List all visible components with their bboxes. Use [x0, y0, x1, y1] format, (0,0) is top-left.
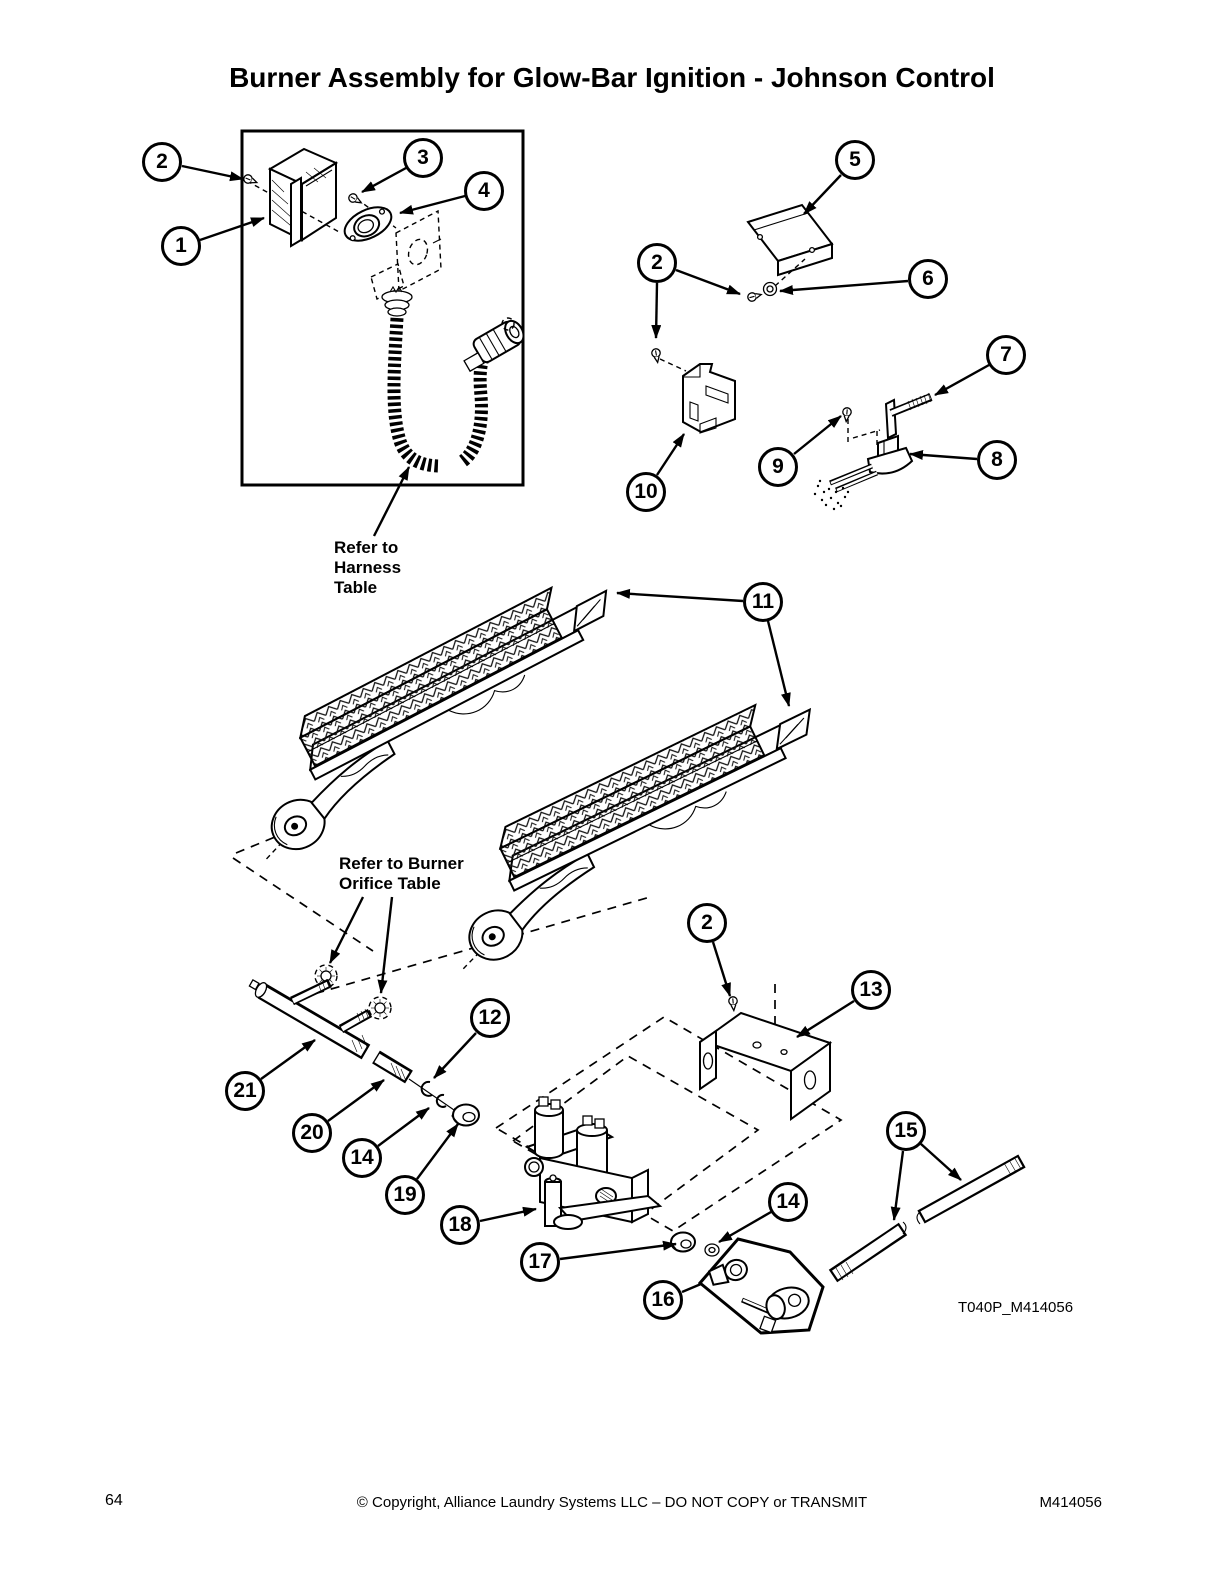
page-number: 64	[105, 1492, 123, 1509]
copyright-text: © Copyright, Alliance Laundry Systems LLC – DO NOT COPY or TRANSMIT	[356, 1494, 868, 1511]
callout-3: 3	[403, 138, 443, 178]
callout-1: 1	[161, 226, 201, 266]
orifice-note-line: Refer to Burner	[339, 854, 464, 873]
harness-note-line: Refer to	[334, 538, 399, 557]
nut-part17	[671, 1233, 695, 1252]
callout-6: 6	[908, 259, 948, 299]
callout-5: 5	[835, 140, 875, 180]
screw-part3	[347, 192, 363, 206]
igniter-harness	[382, 287, 528, 466]
callout-12: 12	[470, 998, 510, 1038]
orifice-note	[339, 854, 464, 894]
page-title: Burner Assembly for Glow-Bar Ignition - Johnson Control	[229, 62, 995, 93]
callout-8: 8	[977, 440, 1017, 480]
callout-15: 15	[886, 1111, 926, 1151]
glowbar-part8	[814, 436, 912, 510]
harness-note-line: Harness	[334, 558, 402, 577]
callout-17: 17	[520, 1242, 560, 1282]
harness-note	[334, 538, 401, 598]
screw-part2b	[747, 290, 762, 302]
gas-valve-part18	[525, 1097, 660, 1229]
callout-4: 4	[464, 171, 504, 211]
washer-part14b	[705, 1244, 719, 1256]
screw-part2	[243, 174, 259, 187]
screw-part2c	[728, 996, 738, 1010]
callout-2: 2	[142, 142, 182, 182]
washer-part6	[764, 283, 777, 296]
burner-part11-right	[416, 684, 849, 975]
callout-14: 14	[768, 1182, 808, 1222]
harness-note-line: Table	[334, 578, 378, 597]
manifold-part21	[249, 979, 370, 1052]
callout-7: 7	[986, 335, 1026, 375]
page-footer	[0, 1492, 1224, 1516]
fitting-part20	[376, 1057, 409, 1081]
orifice-note-line: Orifice Table	[339, 874, 441, 893]
callout-2: 2	[637, 243, 677, 283]
pipe-part15	[833, 1157, 1022, 1280]
callout-13: 13	[851, 970, 891, 1010]
bolt-part7	[886, 393, 931, 438]
cover-part5	[748, 205, 832, 275]
callout-20: 20	[292, 1113, 332, 1153]
nut-part19	[452, 1105, 479, 1126]
callout-10: 10	[626, 472, 666, 512]
callout-9: 9	[758, 447, 798, 487]
bracket-part10	[683, 364, 735, 433]
doc-number: M414056	[1039, 1494, 1102, 1511]
callout-21: 21	[225, 1071, 265, 1111]
callout-18: 18	[440, 1205, 480, 1245]
callout-11: 11	[743, 582, 783, 622]
callout-2: 2	[687, 903, 727, 943]
orifice-spud-2	[369, 997, 391, 1019]
callout-19: 19	[385, 1175, 425, 1215]
screw-part2-bracket10	[651, 348, 662, 363]
figure-code: T040P_M414056	[958, 1299, 1074, 1316]
callout-14: 14	[342, 1138, 382, 1178]
callout-16: 16	[643, 1280, 683, 1320]
screw-part9	[842, 407, 852, 421]
